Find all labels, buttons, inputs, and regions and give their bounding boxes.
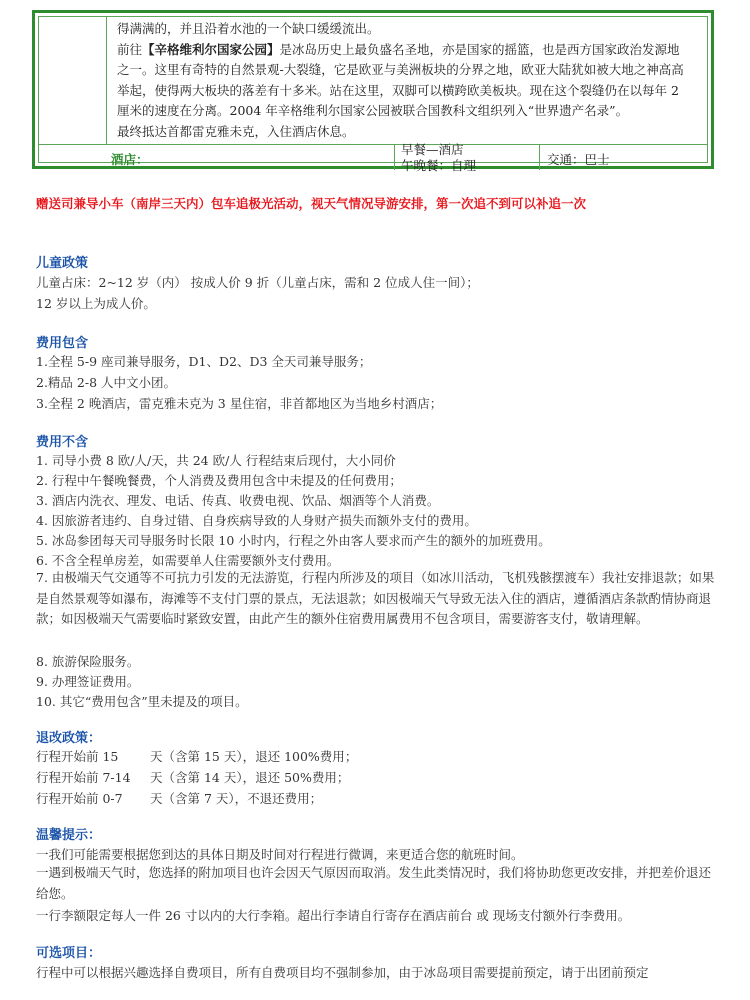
excluded-item-1: 1. 司导小费 8 欧/人/天，共 24 欧/人 行程结束后现付，大小同价	[36, 453, 396, 468]
optional-line-1: 行程中可以根据兴趣选择自费项目，所有自费项目均不强制参加，由于冰岛项目需要提前预定，请于出团前预定	[36, 965, 649, 980]
national-park-highlight: 【辛格维利尔国家公园】	[142, 41, 280, 57]
desc-line-1: 得满满的，并且沿着水池的一个缺口缓缓流出。	[117, 21, 380, 36]
refund-row-3-terms: 天（含第 7 天），不退还费用；	[150, 791, 323, 806]
refund-title: 退改政策：	[36, 731, 102, 746]
child-policy-title: 儿童政策	[36, 256, 89, 271]
excluded-item-2: 2. 行程中午餐晚餐费，个人消费及费用包含中未提及的任何费用；	[36, 473, 402, 488]
included-item-3: 3.全程 2 晚酒店，雷克雅未克为 3 星住宿，非首都地区为当地乡村酒店；	[36, 396, 443, 411]
refund-row-2-terms: 天（含第 14 天），退还 50%费用；	[150, 770, 350, 785]
included-item-2: 2.精品 2-8 人中文小团。	[36, 375, 177, 390]
promo-notice: 赠送司兼导小车（南岸三天内）包车追极光活动，视天气情况导游安排，第一次追不到可以补追一次	[36, 196, 587, 211]
excluded-item-9: 9. 办理签证费用。	[36, 674, 140, 689]
hotel-divider	[394, 145, 395, 170]
excluded-item-7: 7. 由极端天气交通等不可抗力引发的无法游览，行程内所涉及的项目（如冰川活动，飞机残骸摆渡车）我社安排退款；如果是自然景观等如瀑布，海滩等不支付门票的景点，无法退款；如因极端天气导致无法入住的酒店，遵循酒店条款酌情协商退款；如因极端天气需要临时紧致安置，由此产生的额外住宿费用属费用不包含项目，需要游客支付，敬请理解。	[36, 570, 715, 626]
desc-line-2	[117, 40, 705, 61]
desc-line-2-prefix: 前往	[117, 41, 143, 57]
desc-line-2-rest: 是冰岛历史上最负盛名圣地，亦是国家的摇篮，也是西方国家政治发源地	[279, 41, 680, 57]
itinerary-description	[117, 19, 705, 143]
excluded-item-3: 3. 酒店内洗衣、理发、电话、传真、收费电视、饮品、烟酒等个人消费。	[36, 493, 440, 508]
excluded-item-6: 6. 不含全程单房差，如需要单人住需要额外支付费用。	[36, 553, 340, 568]
child-policy-line-1: 儿童占床：2~12 岁（内） 按成人价 9 折（儿童占床，需和 2 位成人住一间）；	[36, 275, 479, 290]
excluded-title: 费用不含	[36, 435, 89, 450]
desc-line-6: 最终抵达首都雷克雅未克，入住酒店休息。	[117, 123, 355, 139]
excluded-item-5: 5. 冰岛参团每天司导服务时长限 10 小时内，行程之外由客人要求而产生的额外的加班费用。	[36, 533, 551, 548]
meal-lunch-dinner: 午晚餐：自理	[401, 158, 477, 173]
excluded-item-8: 8. 旅游保险服务。	[36, 654, 140, 669]
hotel-label: 酒店：	[111, 152, 149, 167]
optional-title: 可选项目：	[36, 946, 102, 961]
hotel-row	[39, 142, 707, 173]
refund-row-1-terms: 天（含第 15 天），退还 100%费用；	[150, 749, 358, 764]
meal-divider	[539, 145, 540, 170]
desc-line-5: 厘米的速度在分离。2004 年辛格维利尔国家公园被联合国教科文组织列入“世界遗产名录”。	[117, 103, 629, 119]
tips-line-3: 一行李额限定每人一件 26 寸以内的大行李箱。超出行李请自行寄存在酒店前台 或 现场支付额外行李费用。	[36, 908, 631, 923]
child-policy-line-2: 12 岁以上为成人价。	[36, 296, 156, 311]
itinerary-table	[32, 10, 714, 173]
refund-row-1-period: 行程开始前 15	[36, 749, 119, 764]
tips-line-1: 一我们可能需要根据您到达的具体日期及时间对行程进行微调，来更适合您的航班时间。	[36, 847, 524, 862]
included-title: 费用包含	[36, 336, 89, 351]
included-item-1: 1.全程 5-9 座司兼导服务，D1、D2、D3 全天司兼导服务；	[36, 354, 372, 369]
desc-line-3: 之一。这里有奇特的自然景观-大裂缝，它是欧亚与美洲板块的分界之地，欧亚大陆犹如被大地之神高高	[117, 62, 684, 78]
transport-info: 交通：巴士	[547, 152, 610, 167]
itinerary-day-cell	[39, 17, 107, 144]
refund-row-2-period: 行程开始前 7-14	[36, 770, 131, 785]
desc-line-4: 举起，使得两大板块的落差有十多米。站在这里，双脚可以横跨欧美板块。现在这个裂缝仍在以每年 2	[117, 82, 679, 98]
excluded-item-10: 10. 其它“费用包含”里未提及的项目。	[36, 694, 248, 709]
tips-line-2: 一遇到极端天气时，您选择的附加项目也许会因天气原因而取消。发生此类情况时，我们将协助您更改安排，并把差价退还给您。	[36, 865, 712, 901]
itinerary-table-inner	[38, 16, 708, 173]
meal-breakfast: 早餐—酒店	[401, 142, 464, 157]
excluded-item-4: 4. 因旅游者违约、自身过错、自身疾病导致的人身财产损失而额外支付的费用。	[36, 513, 477, 528]
tips-title: 温馨提示：	[36, 828, 102, 843]
refund-row-3-period: 行程开始前 0-7	[36, 791, 123, 806]
